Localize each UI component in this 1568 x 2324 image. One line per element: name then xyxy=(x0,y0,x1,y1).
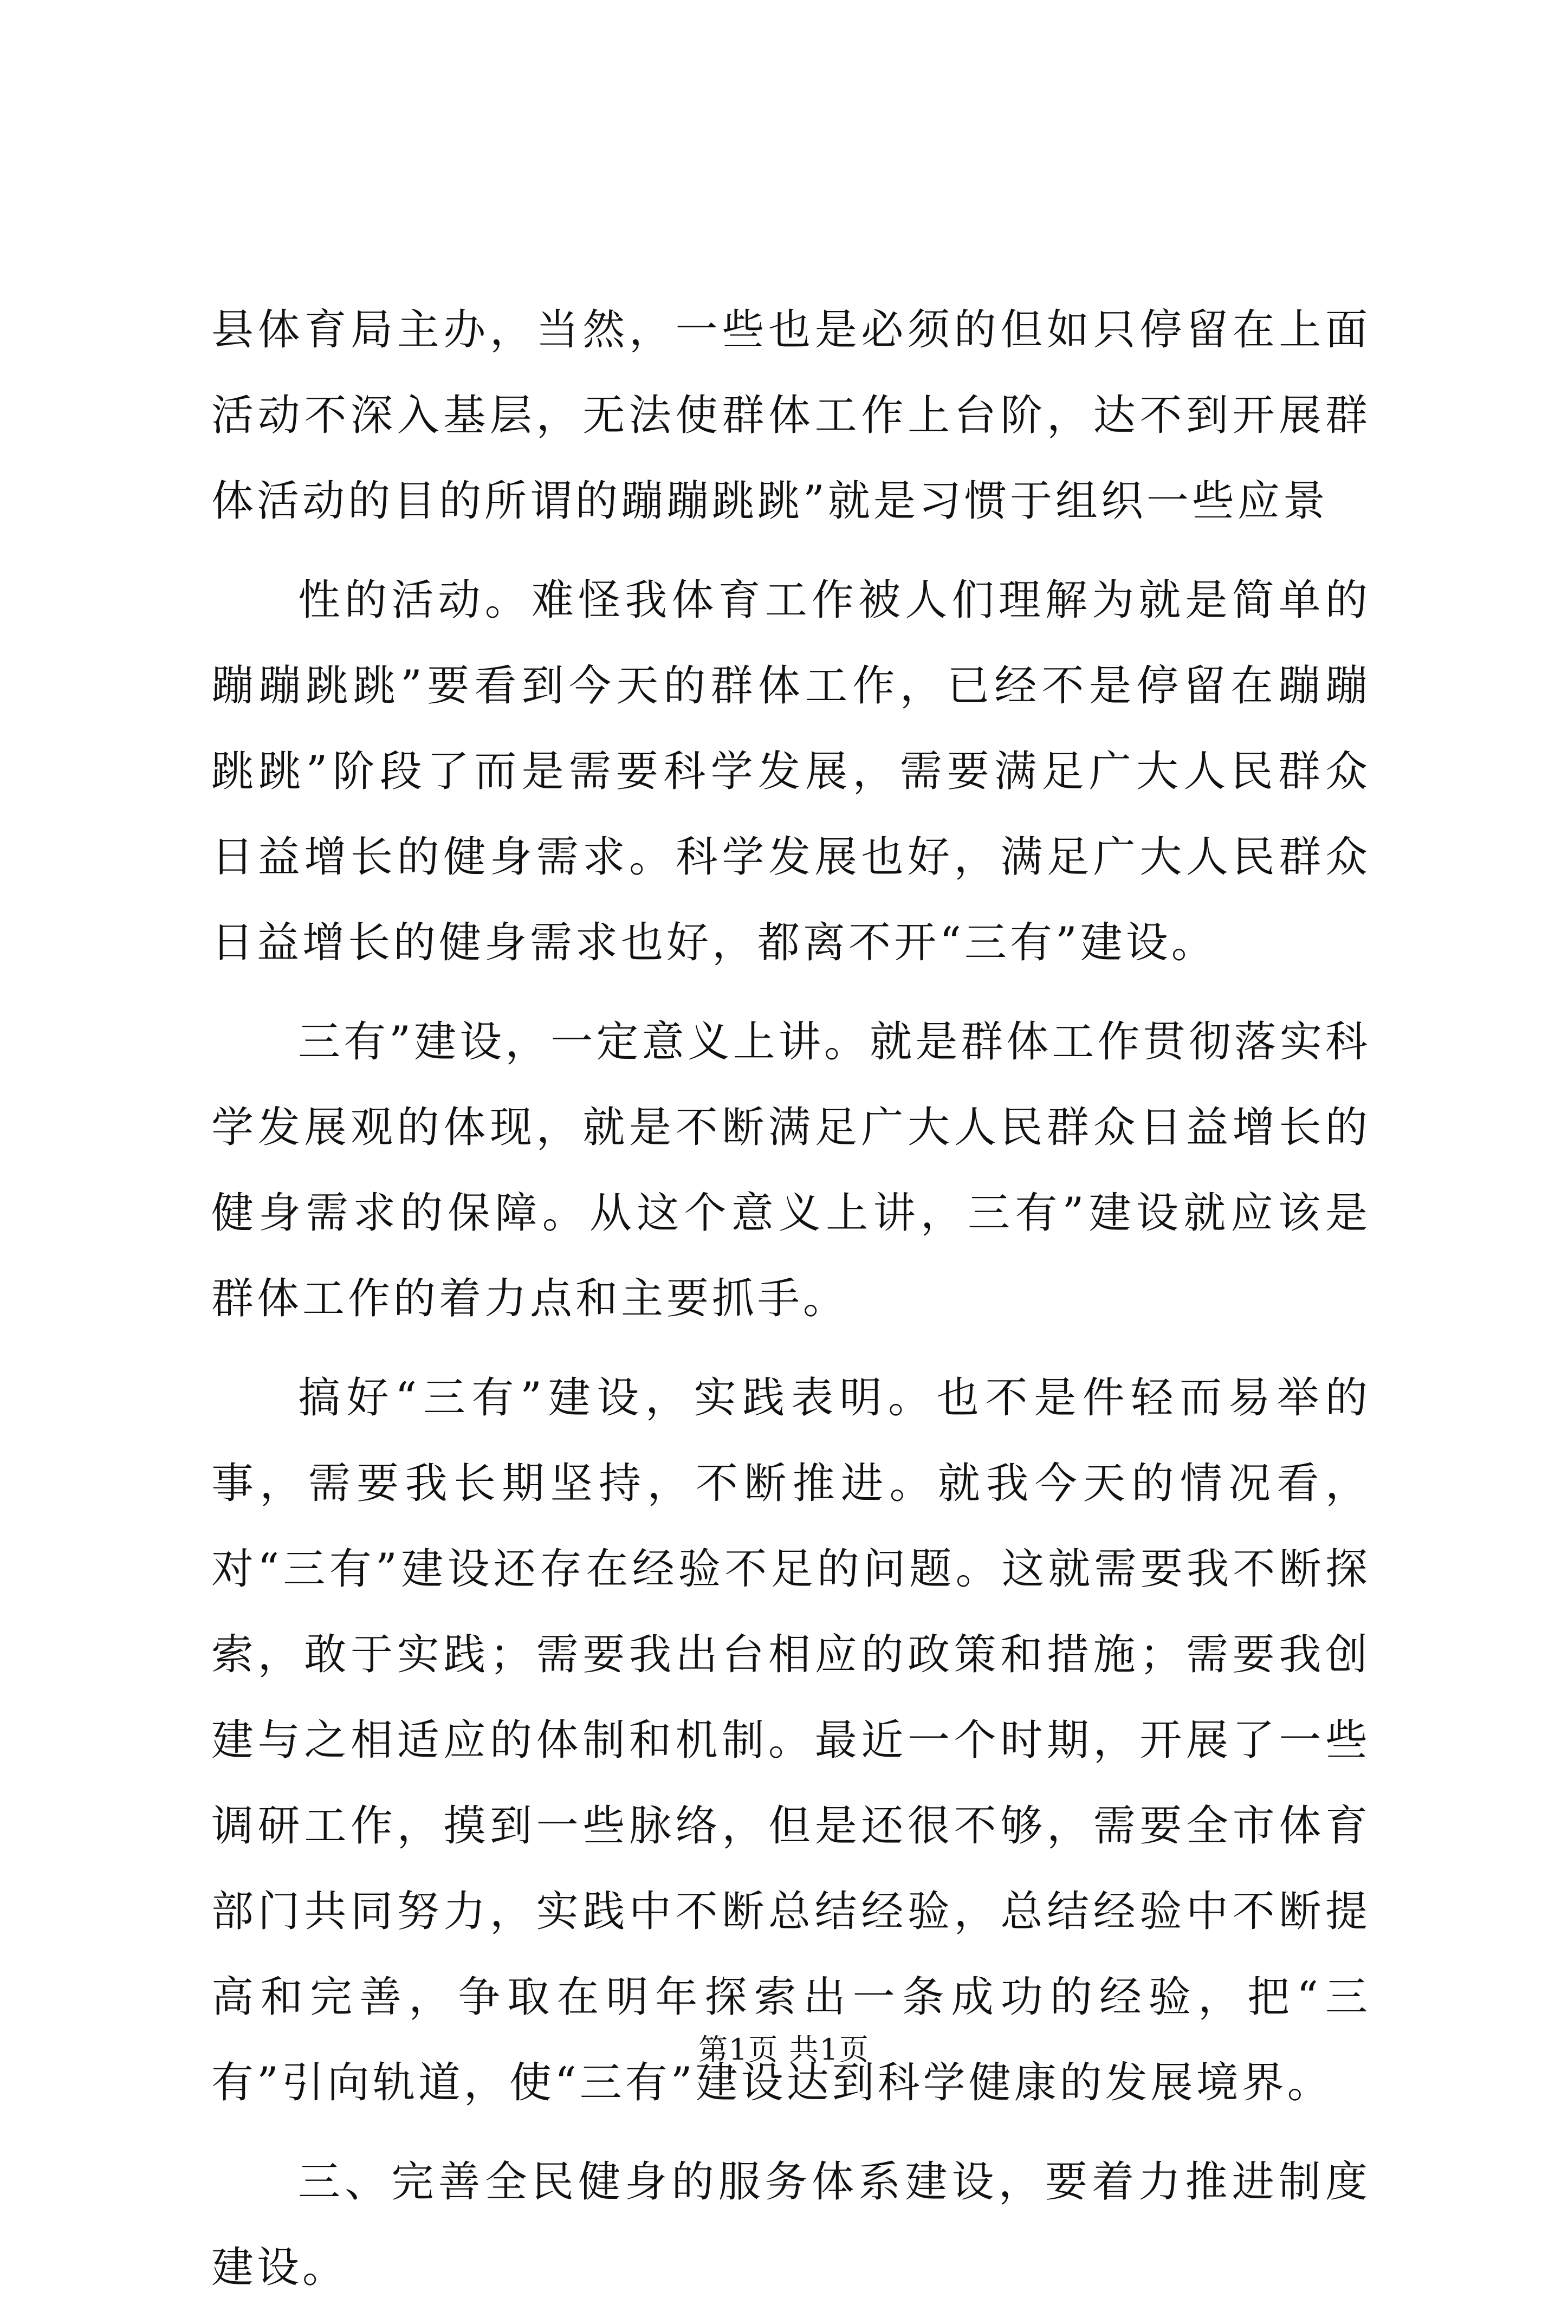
paragraph-4: 搞好“三有”建设，实践表明。也不是件轻而易举的事，需要我长期坚持，不断推进。就我今天的情况看，对“三有”建设还存在经验不足的问题。这就需要我不断探索，敢于实践；需要我出台相应的政策和措施；需要我创建与之相适应的体制和机制。最近一个时期，开展了一些调研工作，摸到一些脉络，但是还很不够，需要全市体育部门共同努力，实践中不断总结经验，总结经验中不断提高和完善，争取在明年探索出一条成功的经验，把“三有”引向轨道，使“三有”建设达到科学健康的发展境界。 xyxy=(211,1374,1371,2107)
document-body xyxy=(211,287,1371,2324)
paragraph-3: 三有”建设，一定意义上讲。就是群体工作贯彻落实科学发展观的体现，就是不断满足广大人民群众日益增长的健身需求的保障。从这个意义上讲，三有”建设就应该是群体工作的着力点和主要抓手。 xyxy=(211,1018,1371,1323)
paragraph-5: 三、完善全民健身的服务体系建设，要着力推进制度建设。 xyxy=(211,2158,1371,2292)
page-footer: 第1页 共1页 xyxy=(698,2032,870,2067)
paragraph-2: 性的活动。难怪我体育工作被人们理解为就是简单的蹦蹦跳跳”要看到今天的群体工作，已经不是停留在蹦蹦跳跳”阶段了而是需要科学发展，需要满足广大人民群众日益增长的健身需求。科学发展也好，满足广大人民群众日益增长的健身需求也好，都离不开“三有”建设。 xyxy=(211,576,1371,967)
paragraph-1: 县体育局主办，当然，一些也是必须的但如只停留在上面活动不深入基层，无法使群体工作上台阶，达不到开展群体活动的目的所谓的蹦蹦跳跳”就是习惯于组织一些应景 xyxy=(211,306,1371,526)
